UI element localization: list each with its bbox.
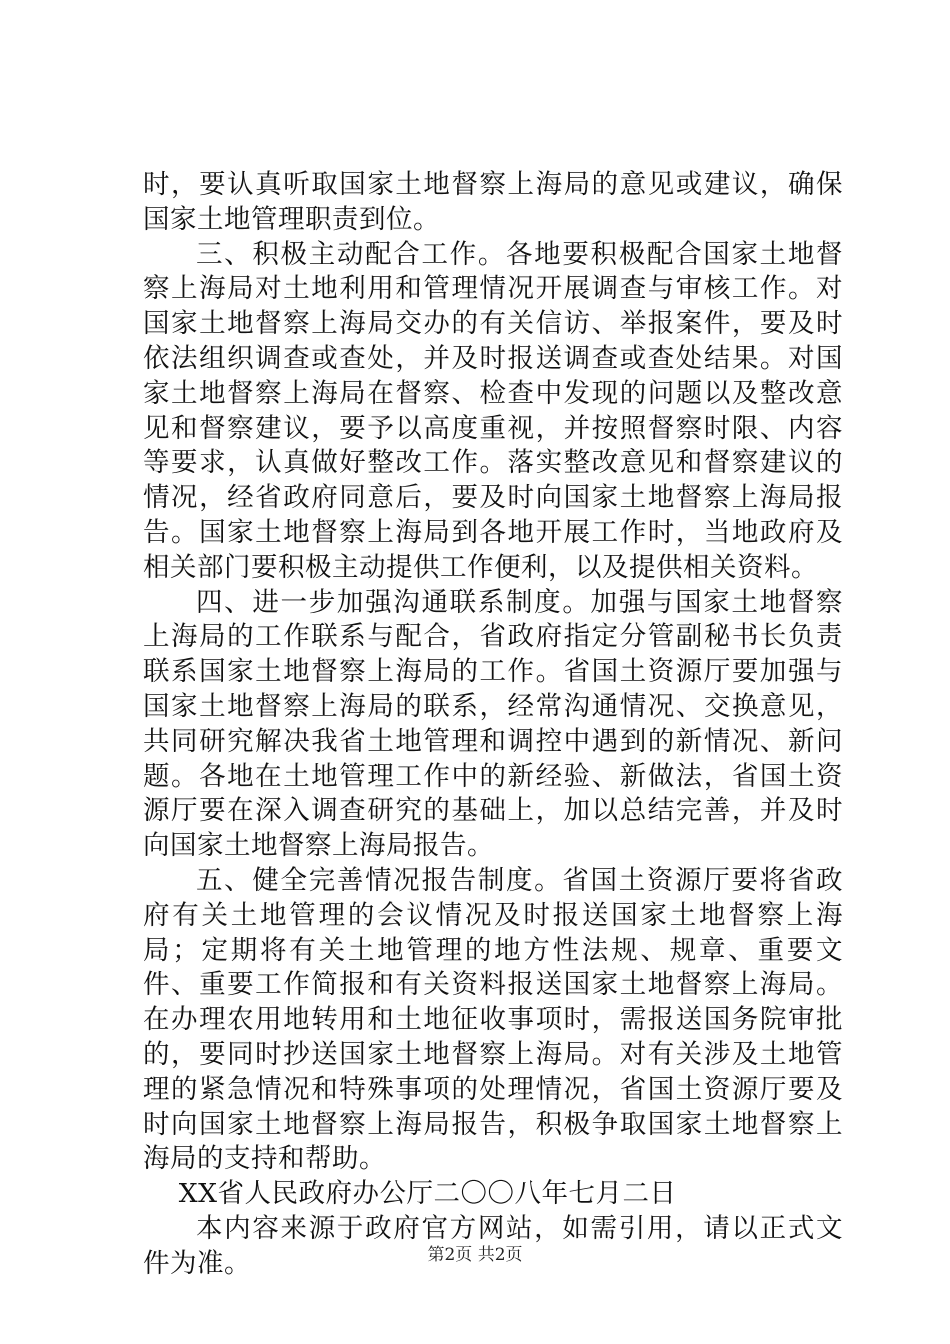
paragraph-continuation: 时，要认真听取国家土地督察上海局的意见或建议，确保国家土地管理职责到位。 bbox=[143, 169, 843, 235]
paragraph-section-5: 五、健全完善情况报告制度。省国土资源厅要将省政府有关土地管理的会议情况及时报送国家土地督察上海局；定期将有关土地管理的地方性法规、规章、重要文件、重要工作简报和有关资料报送国家土地督察上海局。在办理农用地转用和土地征收事项时，需报送国务院审批的，要同时抄送国家土地督察上海局。对有关涉及土地管理的紧急情况和特殊事项的处理情况，省国土资源厅要及时向国家土地督察上海局报告，积极争取国家土地督察上海局的支持和帮助。 bbox=[143, 864, 843, 1175]
paragraph-section-3: 三、积极主动配合工作。各地要积极配合国家土地督察上海局对土地利用和管理情况开展调查与审核工作。对国家土地督察上海局交办的有关信访、举报案件，要及时依法组织调查或查处，并及时报送调查或查处结果。对国家土地督察上海局在督察、检查中发现的问题以及整改意见和督察建议，要予以高度重视，并按照督察时限、内容等要求，认真做好整改工作。落实整改意见和督察建议的情况，经省政府同意后，要及时向国家土地督察上海局报告。国家土地督察上海局到各地开展工作时，当地政府及相关部门要积极主动提供工作便利，以及提供相关资料。 bbox=[143, 238, 843, 583]
source-disclaimer: 本内容来源于政府官方网站，如需引用，请以正式文件为准。 bbox=[143, 1212, 843, 1279]
issuer-signature-date: XX省人民政府办公厅二〇〇八年七月二日 bbox=[178, 1178, 677, 1210]
page-number-label: 第2页 共2页 bbox=[427, 1245, 523, 1265]
document-body bbox=[143, 168, 843, 1282]
paragraph-section-4: 四、进一步加强沟通联系制度。加强与国家土地督察上海局的工作联系与配合，省政府指定分管副秘书长负责联系国家土地督察上海局的工作。省国土资源厅要加强与国家土地督察上海局的联系，经常沟通情况、交换意见，共同研究解决我省土地管理和调控中遇到的新情况、新问题。各地在土地管理工作中的新经验、新做法，省国土资源厅要在深入调查研究的基础上，加以总结完善，并及时向国家土地督察上海局报告。 bbox=[143, 586, 843, 862]
page-footer bbox=[0, 1244, 950, 1266]
